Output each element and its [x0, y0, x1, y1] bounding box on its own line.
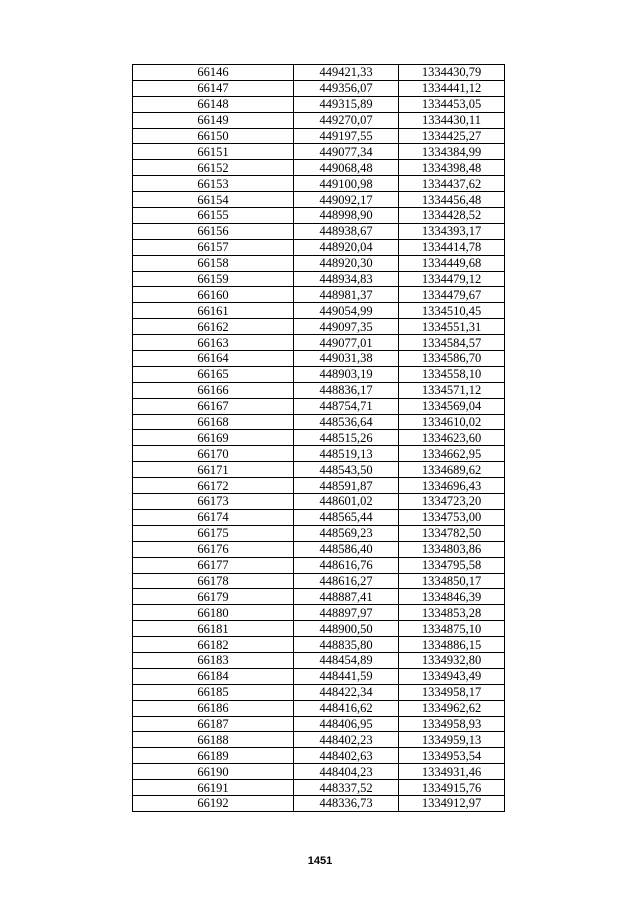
table-row	[133, 160, 505, 176]
x-coordinate-cell: 448337,52	[294, 780, 399, 796]
table-row	[133, 319, 505, 335]
table-row	[133, 176, 505, 192]
y-coordinate-cell: 1334803,86	[399, 541, 505, 557]
x-coordinate-cell: 449077,34	[294, 144, 399, 160]
x-coordinate-cell: 448903,19	[294, 366, 399, 382]
y-coordinate-cell: 1334586,70	[399, 351, 505, 367]
x-coordinate-cell: 448569,23	[294, 525, 399, 541]
y-coordinate-cell: 1334571,12	[399, 382, 505, 398]
x-coordinate-cell: 448402,23	[294, 732, 399, 748]
table-row	[133, 335, 505, 351]
point-number-cell: 66151	[133, 144, 294, 160]
x-coordinate-cell: 448897,97	[294, 605, 399, 621]
point-number-cell: 66163	[133, 335, 294, 351]
table-row	[133, 96, 505, 112]
y-coordinate-cell: 1334384,99	[399, 144, 505, 160]
x-coordinate-cell: 448934,83	[294, 271, 399, 287]
coordinates-table-body	[133, 65, 505, 812]
point-number-cell: 66177	[133, 557, 294, 573]
table-row	[133, 223, 505, 239]
table-row	[133, 208, 505, 224]
x-coordinate-cell: 448616,27	[294, 573, 399, 589]
point-number-cell: 66146	[133, 65, 294, 81]
x-coordinate-cell: 448565,44	[294, 509, 399, 525]
y-coordinate-cell: 1334569,04	[399, 398, 505, 414]
y-coordinate-cell: 1334875,10	[399, 621, 505, 637]
x-coordinate-cell: 448920,04	[294, 239, 399, 255]
y-coordinate-cell: 1334479,67	[399, 287, 505, 303]
y-coordinate-cell: 1334441,12	[399, 80, 505, 96]
table-row	[133, 366, 505, 382]
point-number-cell: 66190	[133, 764, 294, 780]
point-number-cell: 66147	[133, 80, 294, 96]
point-number-cell: 66173	[133, 494, 294, 510]
table-row	[133, 192, 505, 208]
point-number-cell: 66165	[133, 366, 294, 382]
x-coordinate-cell: 449270,07	[294, 112, 399, 128]
x-coordinate-cell: 448586,40	[294, 541, 399, 557]
point-number-cell: 66180	[133, 605, 294, 621]
y-coordinate-cell: 1334795,58	[399, 557, 505, 573]
y-coordinate-cell: 1334886,15	[399, 637, 505, 653]
table-row	[133, 478, 505, 494]
point-number-cell: 66169	[133, 430, 294, 446]
table-row	[133, 780, 505, 796]
table-row	[133, 748, 505, 764]
table-row	[133, 652, 505, 668]
table-row	[133, 144, 505, 160]
table-row	[133, 764, 505, 780]
x-coordinate-cell: 448616,76	[294, 557, 399, 573]
table-row	[133, 684, 505, 700]
point-number-cell: 66166	[133, 382, 294, 398]
x-coordinate-cell: 448920,30	[294, 255, 399, 271]
point-number-cell: 66191	[133, 780, 294, 796]
table-row	[133, 716, 505, 732]
table-row	[133, 80, 505, 96]
point-number-cell: 66181	[133, 621, 294, 637]
x-coordinate-cell: 448519,13	[294, 446, 399, 462]
point-number-cell: 66176	[133, 541, 294, 557]
x-coordinate-cell: 449092,17	[294, 192, 399, 208]
y-coordinate-cell: 1334398,48	[399, 160, 505, 176]
x-coordinate-cell: 448422,34	[294, 684, 399, 700]
y-coordinate-cell: 1334962,62	[399, 700, 505, 716]
y-coordinate-cell: 1334931,46	[399, 764, 505, 780]
x-coordinate-cell: 449315,89	[294, 96, 399, 112]
point-number-cell: 66154	[133, 192, 294, 208]
x-coordinate-cell: 449356,07	[294, 80, 399, 96]
table-row	[133, 668, 505, 684]
table-row	[133, 446, 505, 462]
y-coordinate-cell: 1334551,31	[399, 319, 505, 335]
point-number-cell: 66175	[133, 525, 294, 541]
x-coordinate-cell: 449031,38	[294, 351, 399, 367]
table-row	[133, 382, 505, 398]
y-coordinate-cell: 1334662,95	[399, 446, 505, 462]
x-coordinate-cell: 448536,64	[294, 414, 399, 430]
table-row	[133, 303, 505, 319]
point-number-cell: 66185	[133, 684, 294, 700]
x-coordinate-cell: 448591,87	[294, 478, 399, 494]
y-coordinate-cell: 1334437,62	[399, 176, 505, 192]
y-coordinate-cell: 1334912,97	[399, 795, 505, 811]
y-coordinate-cell: 1334430,11	[399, 112, 505, 128]
point-number-cell: 66189	[133, 748, 294, 764]
page-number: 1451	[307, 855, 333, 867]
y-coordinate-cell: 1334853,28	[399, 605, 505, 621]
y-coordinate-cell: 1334696,43	[399, 478, 505, 494]
table-row	[133, 287, 505, 303]
point-number-cell: 66172	[133, 478, 294, 494]
x-coordinate-cell: 448998,90	[294, 208, 399, 224]
table-row	[133, 621, 505, 637]
table-row	[133, 541, 505, 557]
x-coordinate-cell: 449421,33	[294, 65, 399, 81]
x-coordinate-cell: 448416,62	[294, 700, 399, 716]
y-coordinate-cell: 1334510,45	[399, 303, 505, 319]
y-coordinate-cell: 1334479,12	[399, 271, 505, 287]
x-coordinate-cell: 448887,41	[294, 589, 399, 605]
coordinates-table	[132, 64, 505, 812]
point-number-cell: 66188	[133, 732, 294, 748]
x-coordinate-cell: 448754,71	[294, 398, 399, 414]
table-row	[133, 637, 505, 653]
table-row	[133, 462, 505, 478]
table-row	[133, 430, 505, 446]
y-coordinate-cell: 1334414,78	[399, 239, 505, 255]
y-coordinate-cell: 1334782,50	[399, 525, 505, 541]
x-coordinate-cell: 448981,37	[294, 287, 399, 303]
y-coordinate-cell: 1334953,54	[399, 748, 505, 764]
table-row	[133, 589, 505, 605]
point-number-cell: 66157	[133, 239, 294, 255]
table-row	[133, 509, 505, 525]
y-coordinate-cell: 1334932,80	[399, 652, 505, 668]
point-number-cell: 66170	[133, 446, 294, 462]
y-coordinate-cell: 1334558,10	[399, 366, 505, 382]
y-coordinate-cell: 1334456,48	[399, 192, 505, 208]
y-coordinate-cell: 1334449,68	[399, 255, 505, 271]
point-number-cell: 66161	[133, 303, 294, 319]
point-number-cell: 66179	[133, 589, 294, 605]
table-row	[133, 525, 505, 541]
x-coordinate-cell: 448515,26	[294, 430, 399, 446]
point-number-cell: 66182	[133, 637, 294, 653]
point-number-cell: 66160	[133, 287, 294, 303]
y-coordinate-cell: 1334753,00	[399, 509, 505, 525]
point-number-cell: 66162	[133, 319, 294, 335]
table-row	[133, 239, 505, 255]
table-row	[133, 65, 505, 81]
y-coordinate-cell: 1334943,49	[399, 668, 505, 684]
point-number-cell: 66153	[133, 176, 294, 192]
x-coordinate-cell: 449054,99	[294, 303, 399, 319]
point-number-cell: 66164	[133, 351, 294, 367]
point-number-cell: 66158	[133, 255, 294, 271]
table-row	[133, 255, 505, 271]
point-number-cell: 66155	[133, 208, 294, 224]
table-row	[133, 128, 505, 144]
table-row	[133, 573, 505, 589]
table-row	[133, 795, 505, 811]
table-row	[133, 398, 505, 414]
x-coordinate-cell: 449068,48	[294, 160, 399, 176]
x-coordinate-cell: 448601,02	[294, 494, 399, 510]
y-coordinate-cell: 1334428,52	[399, 208, 505, 224]
point-number-cell: 66149	[133, 112, 294, 128]
x-coordinate-cell: 448402,63	[294, 748, 399, 764]
x-coordinate-cell: 448543,50	[294, 462, 399, 478]
x-coordinate-cell: 448454,89	[294, 652, 399, 668]
y-coordinate-cell: 1334958,17	[399, 684, 505, 700]
x-coordinate-cell: 448404,23	[294, 764, 399, 780]
x-coordinate-cell: 448836,17	[294, 382, 399, 398]
table-row	[133, 700, 505, 716]
y-coordinate-cell: 1334393,17	[399, 223, 505, 239]
point-number-cell: 66167	[133, 398, 294, 414]
x-coordinate-cell: 448441,59	[294, 668, 399, 684]
y-coordinate-cell: 1334959,13	[399, 732, 505, 748]
table-row	[133, 557, 505, 573]
y-coordinate-cell: 1334453,05	[399, 96, 505, 112]
point-number-cell: 66150	[133, 128, 294, 144]
y-coordinate-cell: 1334689,62	[399, 462, 505, 478]
x-coordinate-cell: 449077,01	[294, 335, 399, 351]
table-row	[133, 271, 505, 287]
x-coordinate-cell: 448835,80	[294, 637, 399, 653]
x-coordinate-cell: 448900,50	[294, 621, 399, 637]
y-coordinate-cell: 1334610,02	[399, 414, 505, 430]
table-row	[133, 112, 505, 128]
point-number-cell: 66174	[133, 509, 294, 525]
y-coordinate-cell: 1334958,93	[399, 716, 505, 732]
y-coordinate-cell: 1334846,39	[399, 589, 505, 605]
x-coordinate-cell: 448336,73	[294, 795, 399, 811]
point-number-cell: 66156	[133, 223, 294, 239]
point-number-cell: 66192	[133, 795, 294, 811]
table-row	[133, 605, 505, 621]
point-number-cell: 66183	[133, 652, 294, 668]
x-coordinate-cell: 449097,35	[294, 319, 399, 335]
point-number-cell: 66186	[133, 700, 294, 716]
point-number-cell: 66187	[133, 716, 294, 732]
y-coordinate-cell: 1334723,20	[399, 494, 505, 510]
x-coordinate-cell: 448406,95	[294, 716, 399, 732]
x-coordinate-cell: 449197,55	[294, 128, 399, 144]
point-number-cell: 66178	[133, 573, 294, 589]
point-number-cell: 66171	[133, 462, 294, 478]
table-row	[133, 732, 505, 748]
point-number-cell: 66184	[133, 668, 294, 684]
table-row	[133, 494, 505, 510]
y-coordinate-cell: 1334850,17	[399, 573, 505, 589]
point-number-cell: 66152	[133, 160, 294, 176]
table-row	[133, 351, 505, 367]
y-coordinate-cell: 1334430,79	[399, 65, 505, 81]
y-coordinate-cell: 1334623,60	[399, 430, 505, 446]
point-number-cell: 66159	[133, 271, 294, 287]
x-coordinate-cell: 449100,98	[294, 176, 399, 192]
point-number-cell: 66168	[133, 414, 294, 430]
y-coordinate-cell: 1334584,57	[399, 335, 505, 351]
y-coordinate-cell: 1334915,76	[399, 780, 505, 796]
x-coordinate-cell: 448938,67	[294, 223, 399, 239]
y-coordinate-cell: 1334425,27	[399, 128, 505, 144]
point-number-cell: 66148	[133, 96, 294, 112]
table-row	[133, 414, 505, 430]
